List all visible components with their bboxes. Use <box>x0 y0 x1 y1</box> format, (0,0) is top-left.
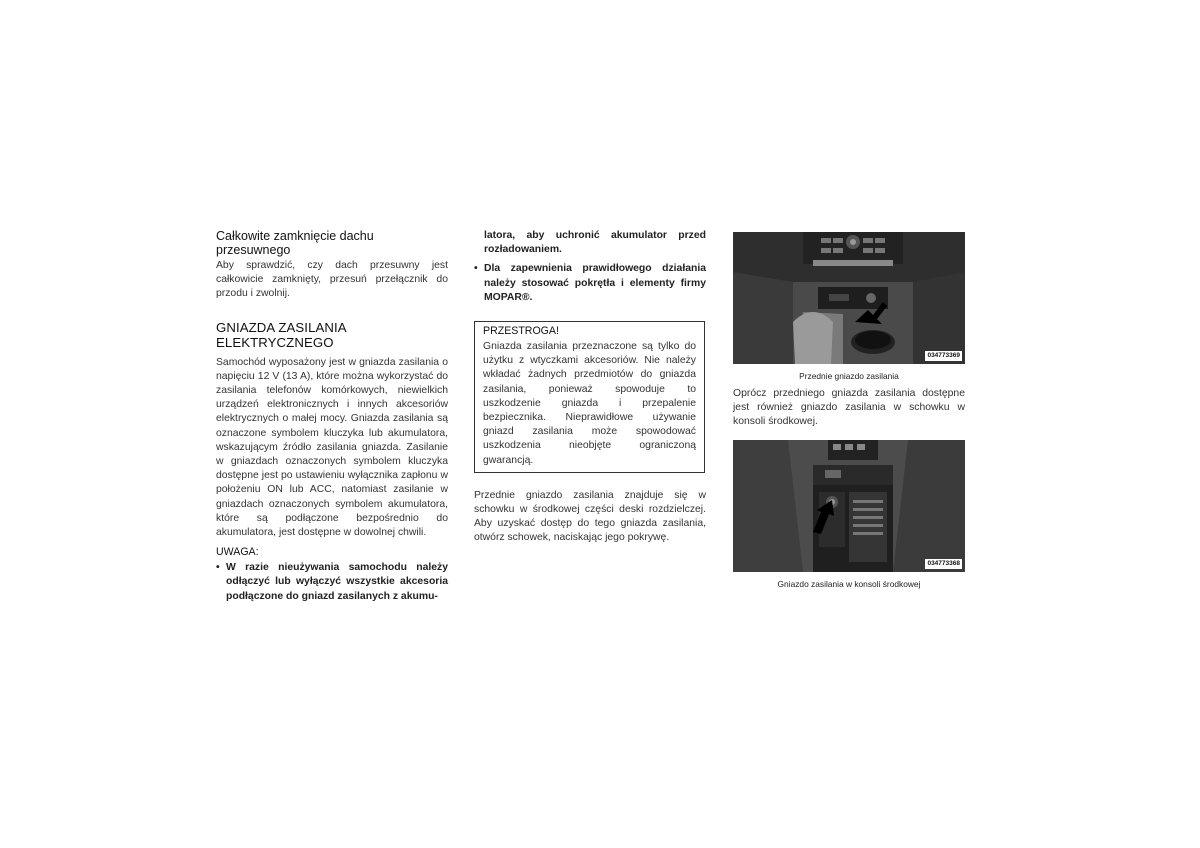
console-outlet-paragraph: Oprócz przedniego gniazda zasilania dostępne jest również gniazdo zasilania w schowku w konsoli środkowej. <box>733 388 965 428</box>
front-outlet-paragraph: Przednie gniazdo zasilania znajduje się w schowku w środkowej części deski rozdzielczej. Aby uzyskać dostęp do tego gniazda zasilania, otwórz schowek, naciskając jego pokrywę. <box>474 489 706 544</box>
warning-text: Gniazda zasilania przeznaczone są tylko do użytku z wtyczkami akcesoriów. Nie należy wkładać żadnych przedmiotów do gniazda zasilania, ponieważ spowoduje to uszkodzenie gniazda i przepalenie bezpiecznika. Nieprawidłowe używanie gniazd zasilania może spowodować uszkodzenia nieobjęte ograniczoną gwarancją. <box>483 341 696 466</box>
section-heading-power-outlets: GNIAZDA ZASILANIA ELEKTRYCZNEGO <box>216 319 346 351</box>
front-outlet-photo <box>733 232 965 364</box>
console-outlet-photo <box>733 440 965 572</box>
photo-code: 034773368 <box>927 559 960 567</box>
photo-code: 034773369 <box>927 352 960 359</box>
warning-title: PRZESTROGA! <box>483 325 559 338</box>
subheading-sunroof: Całkowite zamknięcie dachu przesuwnego <box>216 229 374 257</box>
sunroof-paragraph: Aby sprawdzić, czy dach przesuwny jest całkowicie zamknięty, przesuń przełącznik do przodu i zwolnij. <box>216 260 448 300</box>
console-outlet-caption: Gniazdo zasilania w konsoli środkowej <box>777 578 921 589</box>
note-bullet-list <box>216 561 448 604</box>
warning-box <box>474 321 705 473</box>
note-bullet-continuation: latora, aby uchronić akumulator przed rozładowaniem. <box>484 230 706 256</box>
front-outlet-illustration <box>733 232 965 364</box>
note-bullet-item <box>474 262 706 305</box>
middle-column <box>474 229 706 546</box>
note-bullet-text: W razie nieużywania samochodu należy odłączyć lub wyłączyć wszystkie akcesoria podłączone do gniazd zasilanych z akumu- <box>226 562 448 602</box>
left-column <box>216 229 448 604</box>
console-outlet-illustration <box>733 440 965 572</box>
note-bullet-text: Dla zapewnienia prawidłowego działania należy stosować pokrętła i elementy firmy MOPAR®. <box>484 263 706 303</box>
power-outlets-paragraph: Samochód wyposażony jest w gniazda zasilania o napięciu 12 V (13 A), które można wykorzystać do zasilania telefonów komórkowych, niewielkich urządzeń elektronicznych i innych akcesoriów elektrycznych o małej mocy. Gniazda zasilania są oznaczone symbolem kluczyka lub akumulatora, wskazującym źródło zasilania gniazda. Zasilanie w gniazdach oznaczonych symbolem kluczyka dostępne jest po ustawieniu wyłącznika zapłonu w położeniu ON lub ACC, natomiast zasilanie w gniazdach oznaczonych symbolem akumulatora, które są podłączone bezpośrednio do akumulatora, jest dostępne w dowolnej chwili. <box>216 356 448 539</box>
right-column <box>733 232 965 589</box>
note-bullet-list-2 <box>474 262 706 305</box>
note-bullet-item <box>216 561 448 604</box>
note-label: UWAGA: <box>216 546 259 559</box>
bullet-icon: • <box>216 562 220 574</box>
bullet-icon: • <box>474 263 478 275</box>
front-outlet-caption: Przednie gniazdo zasilania <box>799 371 899 381</box>
